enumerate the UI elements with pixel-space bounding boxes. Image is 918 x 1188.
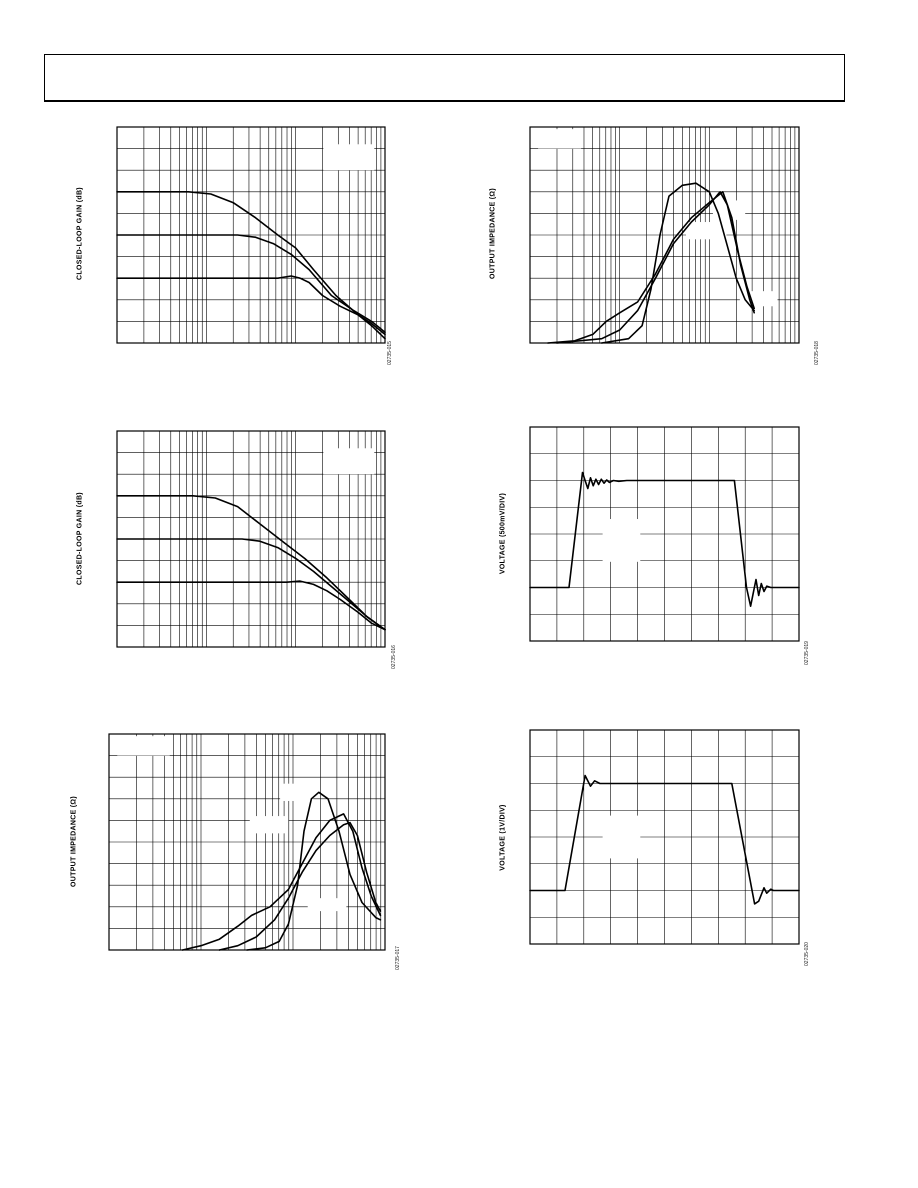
series-line-2 <box>117 539 385 630</box>
y-axis-label-2: CLOSED-LOOP GAIN (dB) <box>76 492 84 585</box>
label-mask <box>538 129 581 148</box>
chart-svg <box>530 730 799 944</box>
y-axis-label-6: VOLTAGE (1V/DIV) <box>499 804 507 871</box>
label-mask <box>117 736 169 755</box>
label-mask <box>308 898 347 911</box>
figure-number-6: 02735-020 <box>804 942 810 966</box>
figure-number-3: 02735-017 <box>395 946 401 970</box>
y-axis-label-5: VOLTAGE (500mV/DIV) <box>499 492 507 575</box>
page-header-box <box>44 54 845 102</box>
label-mask <box>323 144 374 170</box>
figure-number-2: 02735-016 <box>391 645 397 669</box>
grid <box>109 734 385 950</box>
output-impedance-chart-1 <box>109 734 385 950</box>
voltage-transient-chart-1 <box>530 427 799 641</box>
figure-number-5: 02735-019 <box>804 641 810 665</box>
chart-svg <box>530 427 799 641</box>
label-mask <box>280 784 313 801</box>
voltage-transient-chart-2 <box>530 730 799 944</box>
y-axis-label-4: OUTPUT IMPEDANCE (Ω) <box>489 188 497 279</box>
series-line-1 <box>117 496 385 630</box>
label-mask <box>323 448 374 474</box>
y-axis-label-3: OUTPUT IMPEDANCE (Ω) <box>70 796 78 887</box>
label-mask <box>603 519 641 562</box>
label-mask <box>250 816 289 833</box>
output-impedance-chart-2 <box>530 127 799 343</box>
y-axis-label-1: CLOSED-LOOP GAIN (dB) <box>76 187 84 280</box>
closed-loop-gain-chart-1 <box>117 127 385 343</box>
figure-number-4: 02735-018 <box>814 341 820 365</box>
series-line-1 <box>117 192 385 339</box>
grid <box>530 427 799 641</box>
closed-loop-gain-chart-2 <box>117 431 385 647</box>
series-line-2 <box>117 235 385 332</box>
chart-svg <box>530 127 799 343</box>
chart-svg <box>117 431 385 647</box>
series-line-3 <box>117 581 385 630</box>
label-mask <box>686 222 726 239</box>
grid <box>530 127 799 343</box>
figure-number-1: 02735-015 <box>387 341 393 365</box>
label-mask <box>603 816 641 859</box>
chart-svg <box>117 127 385 343</box>
chart-svg <box>109 734 385 950</box>
series-line-1 <box>183 814 381 950</box>
grid <box>530 730 799 944</box>
